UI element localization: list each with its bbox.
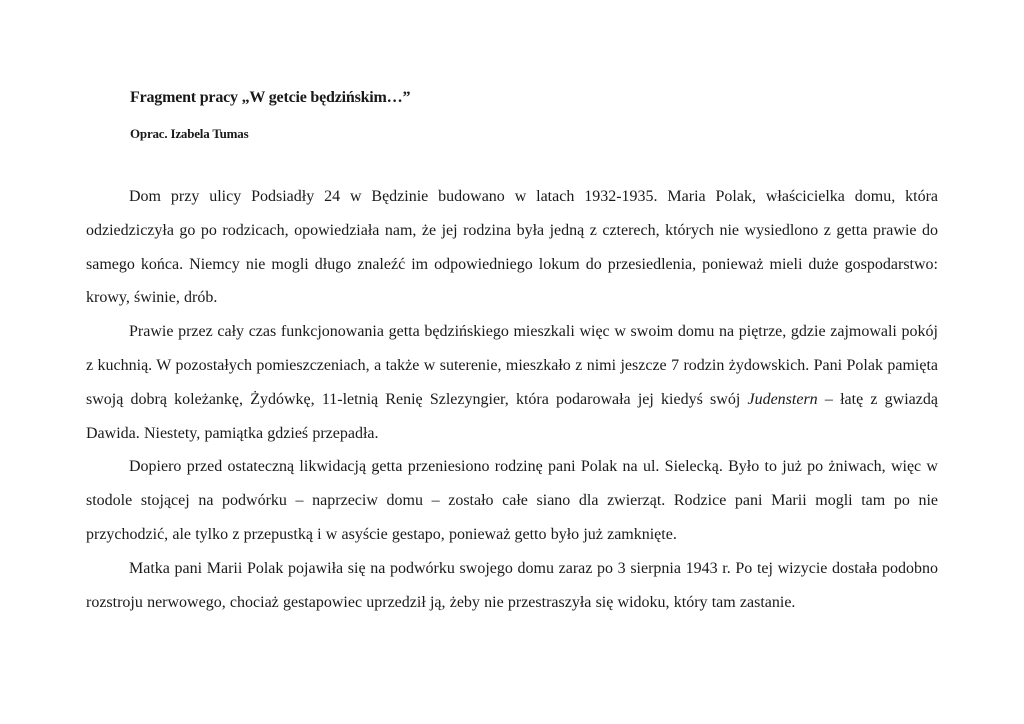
paragraph-2-text-before: Prawie przez cały czas funkcjonowania getta będzińskiego mieszkali więc w swoim domu na piętrze, gdzie zajmowali pokój z kuchnią. W pozostałych pomieszczeniach, a także w suterenie, mieszkało z nimi jeszcze 7 rodzin żydowskich. Pani Polak pamięta swoją dobrą koleżankę, Żydówkę, 11-letnią Renię Szlezyngier, która podarowała jej kiedyś swój	[86, 323, 938, 408]
document-title: Fragment pracy „W getcie będzińskim…”	[130, 89, 411, 106]
paragraph-1: Dom przy ulicy Podsiadły 24 w Będzinie budowano w latach 1932-1935. Maria Polak, właścicielka domu, która odziedziczyła go po rodzicach, opowiedziała nam, że jej rodzina była jedną z czterech, których nie wysiedlono z getta prawie do samego końca. Niemcy nie mogli długo znaleźć im odpowiedniego lokum do przesiedlenia, ponieważ mieli duże gospodarstwo: krowy, świnie, drób.	[86, 188, 938, 307]
document-author: Oprac. Izabela Tumas	[130, 126, 249, 141]
paragraph-4: Matka pani Marii Polak pojawiła się na podwórku swojego domu zaraz po 3 sierpnia 1943 r. Po tej wizycie dostała podobno rozstroju nerwowego, chociaż gestapowiec uprzedził ją, żeby nie przestraszyła się widoku, który tam zastanie.	[86, 559, 938, 611]
paragraph-2	[86, 315, 938, 450]
paragraph-3: Dopiero przed ostateczną likwidacją getta przeniesiono rodzinę pani Polak na ul. Sielecką. Było to już po żniwach, więc w stodole stojącej na podwórku – naprzeciw domu – zostało całe siano dla zwierząt. Rodzice pani Marii mogli tam po nie przychodzić, ale tylko z przepustką i w asyście gestapo, ponieważ getto było już zamknięte.	[86, 458, 938, 543]
document-body	[86, 180, 938, 619]
paragraph-2-text-after: – łatę z gwiazdą Dawida. Niestety, pamiątka gdzieś przepadła.	[86, 390, 938, 442]
paragraph-2-italic-term: Judenstern	[747, 390, 818, 408]
document-header	[130, 87, 830, 143]
